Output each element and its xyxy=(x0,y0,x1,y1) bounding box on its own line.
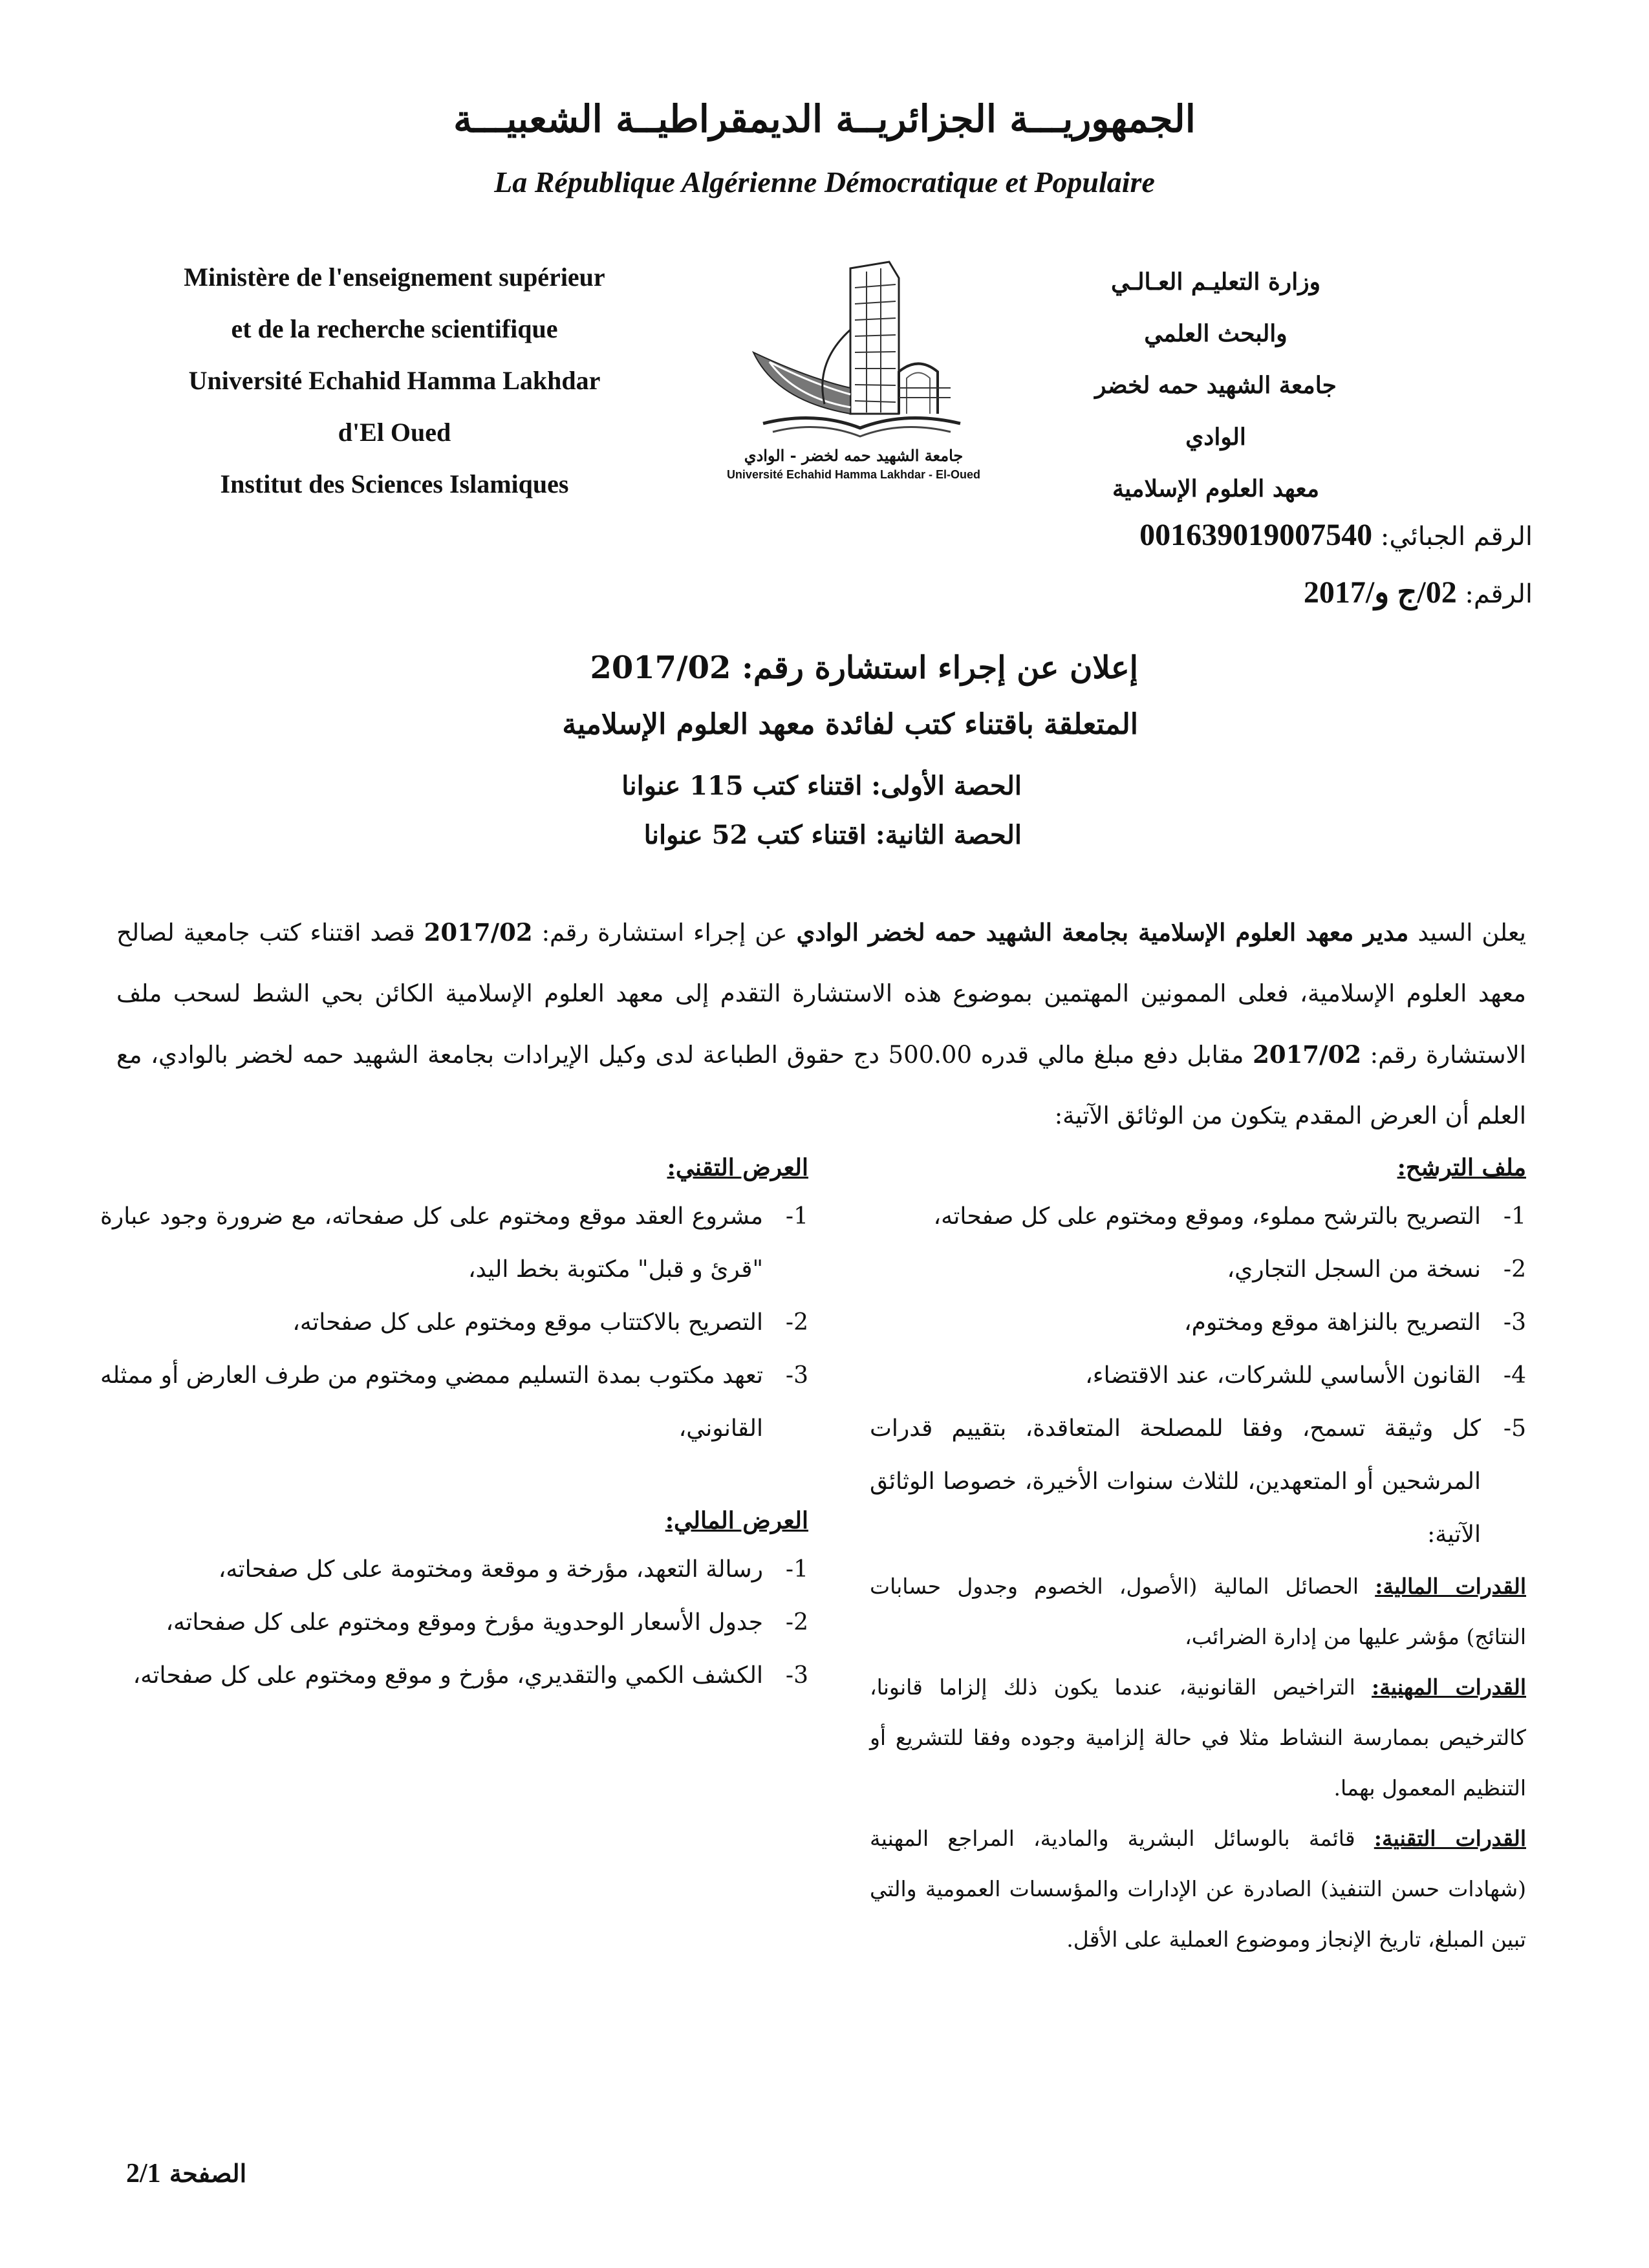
candidature-item xyxy=(870,1296,1526,1349)
announcement-title: إعلان عن إجراء استشارة رقم: 2017/02 xyxy=(590,650,1138,686)
item-number: 1- xyxy=(785,1556,808,1583)
item-number: 3- xyxy=(785,1662,808,1689)
ministry-ar-line-1: وزارة التعليـم العـالـي xyxy=(1111,268,1320,295)
item-text: جدول الأسعار الوحدوية مؤرخ وموقع ومختوم على كل صفحاته، xyxy=(166,1609,763,1636)
ministry-fr-line-5: Institut des Sciences Islamiques xyxy=(220,469,569,498)
intro-paragraph xyxy=(116,902,1526,1146)
professional-capacities-label: القدرات المهنية: xyxy=(1372,1674,1526,1700)
ministry-ar-line-5: معهد العلوم الإسلامية xyxy=(1112,475,1319,502)
reference-number-line xyxy=(1304,574,1533,610)
header-title-arabic: الجمهوريـــة الجزائريــة الديمقراطيــة الشعبيـــة xyxy=(453,97,1196,141)
ministry-ar-line-3: جامعة الشهيد حمه لخضر xyxy=(1095,372,1337,399)
financial-capacities xyxy=(870,1561,1526,1662)
technical-capacities xyxy=(870,1813,1526,1965)
fiscal-number-value: 001639019007540 xyxy=(1139,518,1373,552)
technical-offer-heading: العرض التقني: xyxy=(667,1154,808,1181)
ministry-ar-line-2: والبحث العلمي xyxy=(1144,320,1288,347)
item-text: التصريح بالترشح مملوء، وموقع ومختوم على كل صفحاته، xyxy=(933,1203,1481,1230)
intro-consultation-number-2: 2017/02 xyxy=(1253,1040,1362,1069)
item-number: 4- xyxy=(1503,1362,1526,1389)
candidature-section xyxy=(870,1154,1526,1965)
financial-offer-item xyxy=(100,1543,808,1596)
item-number: 5- xyxy=(1503,1415,1526,1442)
fiscal-number-label: الرقم الجبائي: xyxy=(1380,522,1533,551)
header-title-french: La République Algérienne Démocratique et Populaire xyxy=(494,166,1155,198)
candidature-item xyxy=(870,1402,1526,1561)
candidature-item xyxy=(870,1190,1526,1243)
item-text: القانون الأساسي للشركات، عند الاقتضاء، xyxy=(1085,1362,1481,1389)
page-number-value: 2/1 xyxy=(126,2159,161,2188)
reference-number-label: الرقم: xyxy=(1465,579,1533,609)
financial-capacities-text: الحصائل المالية (الأصول، الخصوم وجدول حسابات النتائج) مؤشر عليها من إدارة الضرائب، xyxy=(870,1574,1526,1649)
fiscal-number-line xyxy=(1139,517,1533,553)
ministry-ar-line-4: الوادي xyxy=(1185,423,1246,451)
intro-text-4: مقابل دفع مبلغ مالي قدره 500.00 دج حقوق الطباعة لدى وكيل الإيرادات بجامعة الشهيد حمه لخضر بالوادي، مع العلم أن العرض المقدم يتكون من الوثائق الآتية: xyxy=(116,1041,1526,1129)
item-text: الكشف الكمي والتقديري، مؤرخ و موقع ومختوم على كل صفحاته، xyxy=(133,1662,763,1689)
item-number: 2- xyxy=(785,1609,808,1636)
item-text: كل وثيقة تسمح، وفقا للمصلحة المتعاقدة، بتقييم قدرات المرشحين أو المتعهدين، للثلاث سنوات الأخيرة، خصوصا الوثائق الآتية: xyxy=(870,1415,1481,1548)
item-number: 2- xyxy=(1503,1256,1526,1283)
item-number: 2- xyxy=(785,1309,808,1336)
candidature-item xyxy=(870,1243,1526,1296)
item-text: رسالة التعهد، مؤرخة و موقعة ومختومة على كل صفحاته، xyxy=(218,1556,763,1583)
item-text: نسخة من السجل التجاري، xyxy=(1227,1256,1481,1283)
financial-offer-item xyxy=(100,1649,808,1702)
technical-offer-item xyxy=(100,1296,808,1349)
reference-number-value: 02/ج و/2017 xyxy=(1303,575,1457,610)
professional-capacities xyxy=(870,1662,1526,1813)
logo-caption-french: Université Echahid Hamma Lakhdar - El-Oued xyxy=(726,468,981,481)
page-number xyxy=(126,2158,246,2189)
technical-offer-item xyxy=(100,1190,808,1296)
item-number: 3- xyxy=(785,1362,808,1389)
announcement-subject: المتعلقة باقتناء كتب لفائدة معهد العلوم الإسلامية xyxy=(562,708,1138,741)
candidature-heading: ملف الترشح: xyxy=(1397,1154,1526,1181)
item-text: التصريح بالنزاهة موقع ومختوم، xyxy=(1184,1309,1481,1336)
offers-section xyxy=(100,1154,808,1702)
financial-offer-item xyxy=(100,1596,808,1649)
item-number: 1- xyxy=(785,1203,808,1230)
intro-issuer: مدير معهد العلوم الإسلامية بجامعة الشهيد حمه لخضر الوادي xyxy=(796,918,1409,947)
item-text: مشروع العقد موقع ومختوم على كل صفحاته، مع ضرورة وجود عبارة "قرئ و قبل" مكتوبة بخط اليد، xyxy=(100,1203,763,1283)
ministry-fr-line-2: et de la recherche scientifique xyxy=(231,314,558,343)
financial-offer-heading: العرض المالي: xyxy=(665,1507,808,1534)
ministry-fr-line-4: d'El Oued xyxy=(338,418,451,447)
logo-caption-arabic: جامعة الشهيد حمه لخضر - الوادي xyxy=(744,446,964,465)
item-number: 3- xyxy=(1503,1309,1526,1336)
professional-capacities-text: التراخيص القانونية، عندما يكون ذلك إلزاما قانونا، كالترخيص بممارسة النشاط مثلا في حالة إلزامية وجوده وفقا للتشريع أو التنظيم المعمول بهما. xyxy=(870,1674,1526,1801)
page-number-label: الصفحة xyxy=(169,2159,247,2188)
ministry-fr-line-1: Ministère de l'enseignement supérieur xyxy=(184,262,605,292)
lot-1-line: الحصة الأولى: اقتناء كتب 115 عنوانا xyxy=(621,771,1022,801)
intro-text-2: عن إجراء استشارة رقم: xyxy=(541,919,788,947)
item-text: تعهد مكتوب بمدة التسليم ممضي ومختوم من طرف العارض أو ممثله القانوني، xyxy=(100,1362,763,1442)
technical-offer-item xyxy=(100,1349,808,1455)
item-number: 1- xyxy=(1503,1203,1526,1230)
lot-2-line: الحصة الثانية: اقتناء كتب 52 عنوانا xyxy=(643,820,1022,850)
candidature-item xyxy=(870,1349,1526,1402)
technical-capacities-label: القدرات التقنية: xyxy=(1374,1826,1526,1851)
intro-text-3: قصد اقتناء كتب جامعية لصالح معهد العلوم الإسلامية، فعلى الممونين المهتمين بموضوع هذه الاستشارة التقدم إلى معهد العلوم الإسلامية الكائن بحي الشط لسحب ملف الاستشارة رقم: xyxy=(116,919,1526,1069)
ministry-fr-line-3: Université Echahid Hamma Lakhdar xyxy=(188,366,601,395)
intro-text-1: يعلن السيد xyxy=(1417,919,1526,947)
financial-capacities-label: القدرات المالية: xyxy=(1375,1574,1526,1599)
intro-consultation-number: 2017/02 xyxy=(424,918,533,947)
technical-capacities-text: قائمة بالوسائل البشرية والمادية، المراجع المهنية (شهادات حسن التنفيذ) الصادرة عن الإدارات والمؤسسات العمومية والتي تبين المبلغ، تاريخ الإنجاز وموضوع العملية على الأقل. xyxy=(870,1826,1526,1952)
item-text: التصريح بالاكتتاب موقع ومختوم على كل صفحاته، xyxy=(292,1309,763,1336)
